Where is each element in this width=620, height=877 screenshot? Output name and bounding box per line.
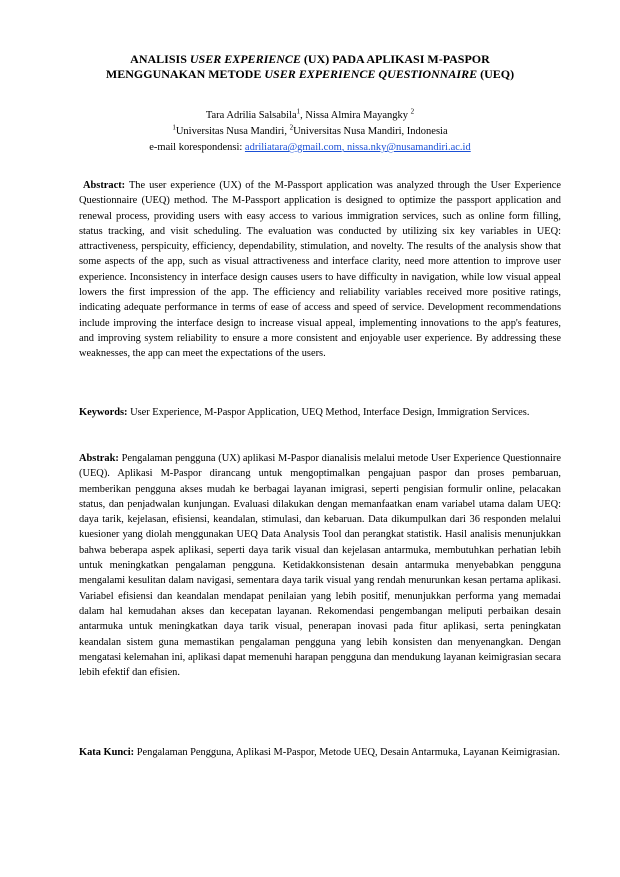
kata-kunci-label: Kata Kunci: xyxy=(79,747,135,758)
abstract-text: The user experience (UX) of the M-Passport application was analyzed through the User Experience Questionnaire (UEQ) method. The M-Passport application is designed to optimize the passport application and renewal process, providing users with easy access to various immigration services, such as online form filling, status tracking, and visit scheduling. The evaluation was conducted by utilizing six key variables in UEQ: attractiveness, perspicuity, efficiency, dependability, stimulation, and novelty. The results of the analysis show that some aspects of the app, such as visual attractiveness and interface clarity, need more attention to improve user experience. Inconsistency in interface design causes users to have difficulty in navigation, while low visual appeal lowers the first impression of the app. The efficiency and reliability variables received more positive ratings, indicating adequate performance in terms of ease of access and speed of service. Development recommendations include improving the interface design to increase visual appeal, implementing innovations to the app's features, and improving system reliability to ensure a more consistent and enjoyable user experience. By addressing these weaknesses, the app can meet the expectations of the users. xyxy=(79,180,561,360)
author-2: Nissa Almira Mayangky xyxy=(305,110,411,121)
keywords-text: User Experience, M-Paspor Application, UEQ Method, Interface Design, Immigration Services. xyxy=(127,407,530,418)
kata-kunci-text: Pengalaman Pengguna, Aplikasi M-Paspor, Metode UEQ, Desain Antarmuka, Layanan Keimigrasian. xyxy=(134,747,560,758)
email-link-2[interactable]: nissa.nky@nusamandiri.ac.id xyxy=(347,142,471,153)
affiliations: $^1$Universitas Nusa Mandiri, $^2$Universitas Nusa Mandiri, Indonesia xyxy=(172,123,448,137)
abstract-indonesian xyxy=(79,451,561,680)
author-block xyxy=(60,108,560,156)
author-1: Tara Adrilia Salsabila xyxy=(205,110,297,121)
abstrak-label: Abstrak: xyxy=(79,453,119,464)
author-names: Tara Adrilia Salsabila$^1$, Nissa Almira Mayangky $^2$ xyxy=(205,107,415,121)
abstract-label: Abstract: xyxy=(83,180,126,191)
keywords-english xyxy=(79,405,561,420)
email-link-1[interactable]: adriliatara@gmail.com xyxy=(244,142,342,153)
keywords-label: Keywords: xyxy=(79,407,128,418)
title-line-1: ANALISIS USER EXPERIENCE (UX) PADA APLIKASI M-PASPOR xyxy=(130,52,490,66)
correspondence-email: e-mail korespondensi: adriliatara@gmail.com, nissa.nky@nusamandiri.ac.id xyxy=(149,142,471,153)
keywords-indonesian xyxy=(79,745,561,760)
abstrak-text: Pengalaman pengguna (UX) aplikasi M-Paspor dianalisis melalui metode User Experience Questionnaire (UEQ). Aplikasi M-Paspor dirancang untuk mengoptimalkan pengajuan paspor dan proses pembaruan, memberikan pengguna akses mudah ke berbagai layanan imigrasi, seperti pengisian formulir online, pelacakan status, dan penjadwalan kunjungan. Evaluasi dilakukan dengan memanfaatkan enam variabel utama dalam UEQ: daya tarik, kejelasan, efisiensi, keandalan, stimulasi, dan kebaruan. Data dikumpulkan dari 36 responden melalui kuesioner yang diolah menggunakan UEQ Data Analysis Tool dan perangkat statistik. Hasil analisis menunjukkan bahwa beberapa aspek aplikasi, seperti daya tarik visual dan kejelasan antarmuka, membutuhkan perhatian lebih untuk meningkatkan pengalaman pengguna. Ketidakkonsistenan desain antarmuka menyebabkan pengguna mengalami kesulitan dalam navigasi, sementara daya tarik visual yang rendah menurunkan kesan pertama aplikasi. Variabel efisiensi dan keandalan mendapat penilaian yang lebih positif, menunjukkan performa yang memadai dalam hal kemudahan akses dan kecepatan layanan. Rekomendasi pengembangan meliputi perbaikan desain antarmuka untuk meningkatkan daya tarik visual, penerapan inovasi pada fitur aplikasi, serta peningkatan keandalan sistem guna memastikan pengalaman pengguna yang lebih konsisten dan menyenangkan. Dengan mengatasi kelemahan ini, aplikasi dapat memenuhi harapan pengguna dan mendukung layanan keimigrasian secara lebih efektif dan efisien. xyxy=(79,453,561,679)
paper-title xyxy=(60,52,560,82)
abstract-english xyxy=(79,178,561,362)
title-line-2: MENGGUNAKAN METODE USER EXPERIENCE QUESTIONNAIRE (UEQ) xyxy=(105,67,515,81)
